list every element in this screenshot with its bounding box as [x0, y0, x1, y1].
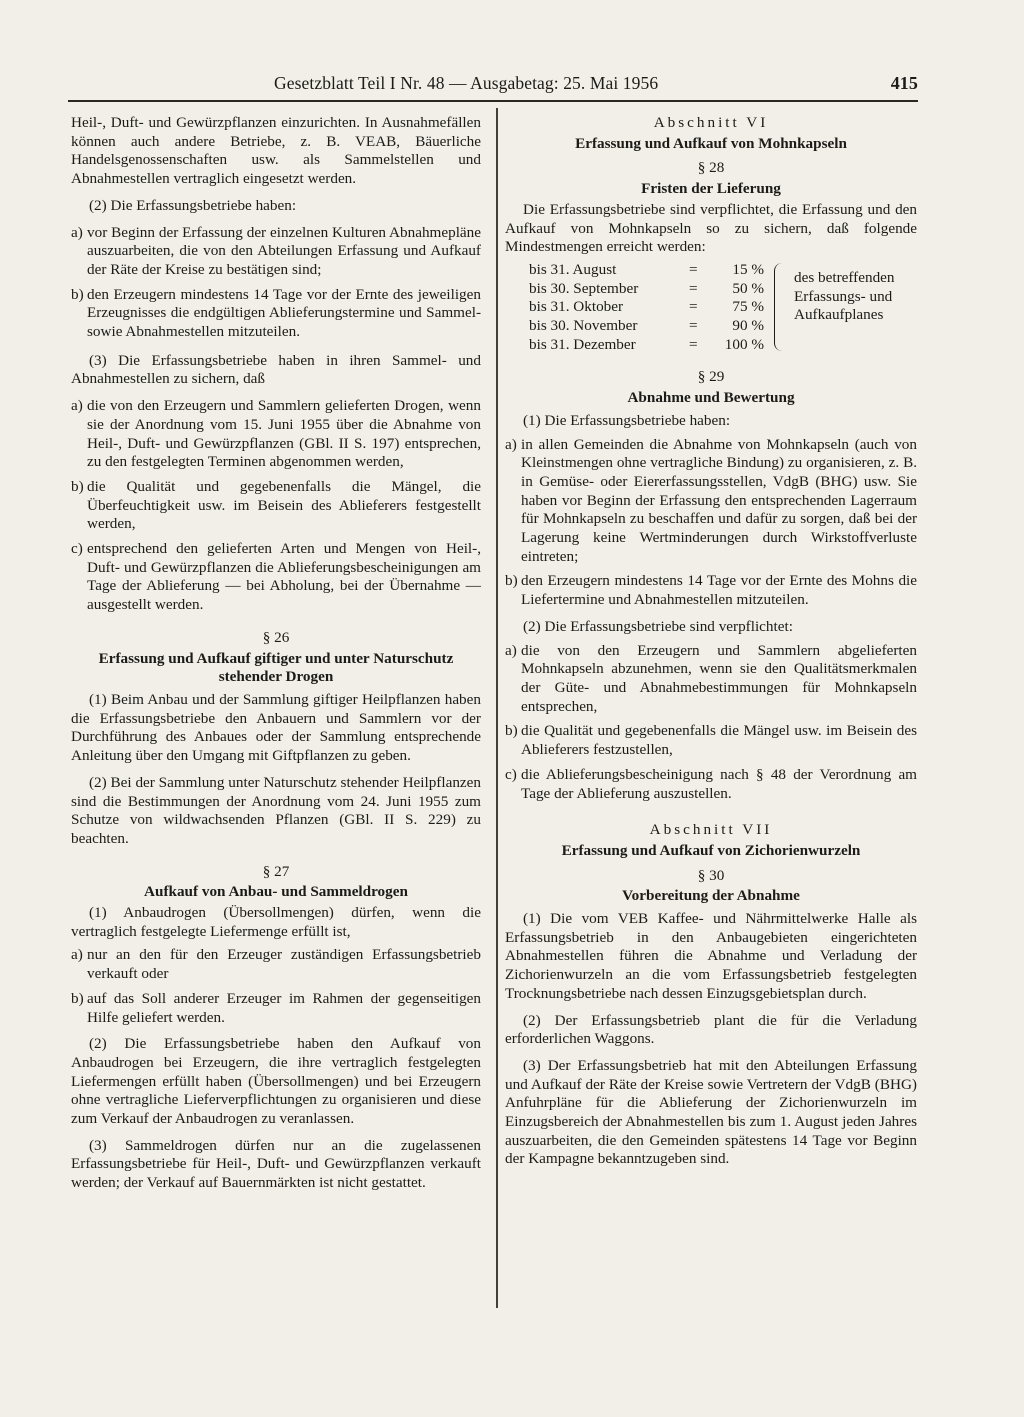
page-number: 415 [890, 73, 918, 93]
paragraph: (3) Die Erfassungsbetriebe haben in ihren Sammel- und Abnahmestellen zu sichern, daß [71, 351, 481, 388]
paragraph: Die Erfassungsbetriebe sind verpflichtet, die Erfassung und den Aufkauf von Mohnkapseln so zu sichern, daß folgende Mindestmengen erreicht werden: [505, 200, 917, 256]
paragraph: (2) Die Erfassungsbetriebe haben: [89, 196, 297, 214]
paragraph: (2) Bei der Sammlung unter Naturschutz stehender Heilpflanzen sind die Bestimmungen der Anordnung vom 24. Juni 1955 zum Schutze von wildwachsenden Pflanzen (GBl. II S. 229) zu beachten. [71, 773, 481, 847]
column-divider [496, 108, 498, 1308]
section-number: § 26 [262, 628, 290, 646]
deadline-cell: bis 31. Dezember [529, 335, 636, 353]
paragraph: (3) Der Erfassungsbetrieb hat mit den Abteilungen Erfassung und Aufkauf der Räte der Kreise sowie Vertretern der VdgB (BHG) Anfuhrpläne für die Ablieferung der Zichorienwurzeln im Einzugsbereich der Abnahmestellen bis zum 1. August jeden Jahres auszuarbeiten, die den Gemeinden spätestens 14 Tage vor Beginn der Kampagne bekanntzugeben sind. [505, 1056, 917, 1168]
brace-note: des betreffenden Erfassungs- und Aufkaufplanes [794, 268, 895, 324]
paragraph: Heil-, Duft- und Gewürzpflanzen einzurichten. In Ausnahmefällen können auch andere Betriebe, z. B. VEAB, Bäuerliche Handelsgenossenschaften usw. als Sammelstellen und Abnahmestellen vertraglich eingesetzt werden. [71, 114, 481, 188]
list-item [71, 397, 481, 472]
header-title: Gesetzblatt Teil I Nr. 48 — Ausgabetag: 25. Mai 1956 [274, 73, 659, 93]
list-item [71, 540, 481, 615]
item-label: b) [71, 989, 84, 1007]
chapter-label: Abschnitt VII [649, 821, 773, 839]
item-label: a) [71, 946, 83, 964]
section-number: § 29 [697, 368, 725, 386]
section-title: Vorbereitung der Abnahme [622, 887, 800, 905]
section-title: Aufkauf von Anbau- und Sammeldrogen [144, 883, 408, 901]
item-text: den Erzeugern mindestens 14 Tage vor der Ernte des Mohns die Liefertermine und Abnahmestellen mitzuteilen. [521, 572, 917, 609]
percentage-cell: 15 % [732, 260, 764, 278]
paragraph: (2) Der Erfassungsbetrieb plant die für die Verladung erforderlichen Waggons. [505, 1011, 917, 1048]
list-item [71, 946, 481, 983]
item-text: die Qualität und gegebenenfalls die Mängel, die Überfeuchtigkeit usw. im Beisein des Ablieferers festgestellt werden, [87, 477, 481, 533]
right-column [505, 114, 917, 1177]
paragraph: (1) Die vom VEB Kaffee- und Nährmittelwerke Halle als Erfassungsbetrieb in den Anbaugebieten eingerichteten Abnahmestellen führen die Abnahme und Verladung der Zichorienwurzeln an die vom Erfassungsbetrieb festgelegten Trocknungsbetriebe nach dessen Einzugsgebietsplan durch. [505, 910, 917, 1002]
item-text: vor Beginn der Erfassung der einzelnen Kulturen Abnahmepläne auszuarbeiten, die von den Abteilungen Erfassung und Aufkauf der Räte der Kreise zu bestätigen sind; [87, 223, 481, 278]
deadline-cell: bis 30. September [529, 279, 639, 297]
deadline-cell: bis 30. November [529, 317, 638, 335]
section-title: Abnahme und Bewertung [627, 389, 795, 407]
paragraph: (1) Die Erfassungsbetriebe haben: [523, 411, 731, 429]
item-label: a) [71, 223, 83, 241]
deadline-cell: bis 31. August [529, 260, 617, 278]
equals-cell: = [689, 279, 698, 297]
item-label: b) [71, 285, 84, 303]
item-label: a) [505, 435, 517, 453]
percentage-cell: 100 % [724, 335, 764, 353]
item-text: auf das Soll anderer Erzeuger im Rahmen der gegenseitigen Hilfe geliefert werden. [87, 989, 481, 1026]
delivery-schedule-table [529, 261, 917, 355]
item-text: in allen Gemeinden die Abnahme von Mohnkapseln (auch von Kleinstmengen ohne vertragliche Bindung) zu organisieren, z. B. in Gemüse- oder Eiererfassungsstellen, VdgB (BHG) usw. Sie haben vor Beginn der Erfassung den entsprechenden Lagerraum für Mohnkapseln zu beschaffen und dafür zu sorgen, daß bei der Lagerung keine Wertminderungen durch Wirkstoffverluste eintreten; [521, 435, 917, 565]
chapter-label: Abschnitt VI [653, 114, 769, 131]
section-number: § 30 [697, 866, 725, 884]
item-text: den Erzeugern mindestens 14 Tage vor der Ernte des jeweiligen Erzeugnisses die endgültigen Ablieferungstermine und Sammel- sowie Abnahmestellen mitzuteilen. [87, 285, 481, 341]
item-text: die Qualität und gegebenenfalls die Mängel usw. im Beisein des Ablieferers festzustellen, [521, 722, 917, 759]
percentage-cell: 50 % [732, 279, 764, 297]
list-item [71, 478, 481, 534]
section-number: § 27 [262, 862, 290, 880]
item-label: a) [71, 397, 83, 415]
list-item [505, 436, 917, 567]
list-item [505, 572, 917, 609]
header-rule [68, 100, 918, 102]
item-text: entsprechend den gelieferten Arten und Mengen von Heil-, Duft- und Gewürzpflanzen die Ablieferungsbescheinigungen am Tage der Ablieferung — bei Abholung, bei der Übernahme — ausgestellt werden. [87, 540, 481, 614]
deadline-cell: bis 31. Oktober [529, 298, 624, 316]
list-item [71, 286, 481, 342]
equals-cell: = [689, 317, 698, 335]
percentage-cell: 90 % [732, 317, 764, 335]
section-title: Erfassung und Aufkauf giftiger und unter Naturschutz stehender Drogen [98, 649, 454, 686]
paragraph: (3) Sammeldrogen dürfen nur an die zugelassenen Erfassungsbetriebe für Heil-, Duft- und Gewürzpflanzen verkauft werden; der Verkauf auf Bauernmärkten ist nicht gestattet. [71, 1136, 481, 1192]
equals-cell: = [689, 335, 698, 353]
item-text: nur an den für den Erzeuger zuständigen Erfassungsbetrieb verkauft oder [87, 946, 481, 983]
list-item [505, 642, 917, 717]
section-number: § 28 [697, 159, 725, 177]
paragraph: (1) Beim Anbau und der Sammlung giftiger Heilpflanzen haben die Erfassungsbetriebe den Anbauern und Sammlern vor der Durchführung des Anbaues oder der Sammlung entsprechende Anleitung über den Umgang mit Giftpflanzen zu geben. [71, 690, 481, 765]
item-label: b) [71, 477, 84, 495]
list-item [71, 224, 481, 280]
item-text: die von den Erzeugern und Sammlern abgelieferten Mohnkapseln abzunehmen, wenn sie den Qualitätsmerkmalen der Güte- und Abnahmebestimmungen für Mohnkapseln entsprechen, [521, 641, 917, 715]
chapter-title: Erfassung und Aufkauf von Zichorienwurzeln [561, 841, 861, 859]
list-item [71, 990, 481, 1027]
item-label: b) [505, 722, 518, 740]
section-title: Fristen der Lieferung [641, 180, 781, 198]
item-label: c) [505, 765, 517, 783]
curly-brace [774, 263, 785, 351]
left-column [71, 114, 481, 1201]
item-label: a) [505, 641, 517, 659]
item-label: c) [71, 540, 83, 558]
paragraph: (1) Anbaudrogen (Übersollmengen) dürfen, wenn die vertraglich festgelegte Liefermenge erfüllt ist, [71, 904, 481, 940]
paragraph: (2) Die Erfassungsbetriebe haben den Aufkauf von Anbaudrogen bei Erzeugern, die ihre vertraglich festgelegten Liefermengen erfüllt haben (Übersollmengen) und bei Erzeugern ohne vertragliche Lieferverpflichtungen zu organisieren und diese zum Verkauf der Anbaudrogen zu veranlassen. [71, 1035, 481, 1128]
item-label: b) [505, 572, 518, 590]
brace-note-cell [774, 261, 917, 355]
equals-cell: = [689, 260, 698, 278]
list-item [505, 722, 917, 759]
item-text: die von den Erzeugern und Sammlern gelieferten Drogen, wenn sie der Anordnung vom 15. Juni 1955 über die Abnahme von Heil-, Duft- und Gewürzpflanzen (GBl. II S. 197) entsprechen, zu den festgelegten Terminen abgenommen werden, [87, 397, 481, 471]
list-item [505, 766, 917, 803]
page-header [274, 73, 918, 97]
equals-cell: = [689, 298, 698, 316]
percentage-cell: 75 % [732, 298, 764, 316]
chapter-title: Erfassung und Aufkauf von Mohnkapseln [575, 134, 847, 152]
item-text: die Ablieferungsbescheinigung nach § 48 der Verordnung am Tage der Ablieferung auszustellen. [521, 765, 917, 802]
paragraph: (2) Die Erfassungsbetriebe sind verpflichtet: [523, 617, 793, 635]
table-row [529, 261, 917, 280]
